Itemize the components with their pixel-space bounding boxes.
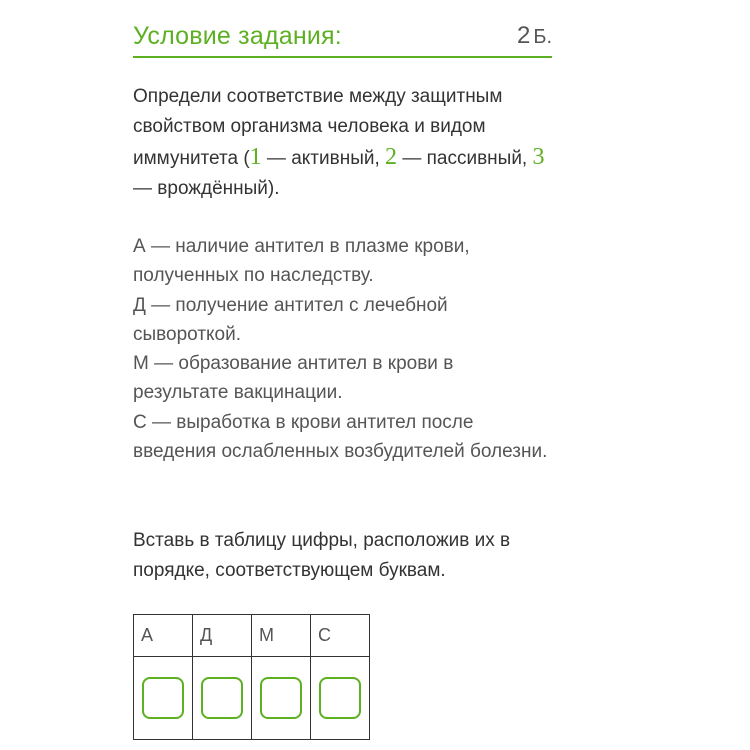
immunity-number-3: 3	[532, 144, 545, 170]
answer-cell-a	[134, 657, 193, 740]
points-value: 2	[516, 22, 531, 49]
task-points	[517, 22, 552, 50]
question-text	[133, 82, 553, 204]
task-header	[133, 16, 552, 58]
points-unit: Б.	[533, 26, 552, 48]
statement-d: Д — получение антител с лечебной сывороткой.	[133, 294, 448, 345]
instruction-text: Вставь в таблицу цифры, расположив их в порядке, соответствующем буквам.	[133, 530, 511, 581]
answer-cell-s	[311, 657, 370, 740]
answer-input-s[interactable]	[319, 677, 361, 719]
answer-input-m[interactable]	[260, 677, 302, 719]
statement-s: С — выработка в крови антител после введения ослабленных возбудителей болезни.	[133, 411, 548, 463]
answer-header-row	[134, 615, 370, 657]
answer-table	[133, 614, 370, 740]
column-header-m: М	[252, 615, 311, 657]
statements-list	[133, 232, 553, 466]
column-header-a: А	[134, 615, 193, 657]
answer-input-a[interactable]	[142, 677, 184, 719]
immunity-label-1: — активный,	[261, 148, 386, 169]
answer-input-d[interactable]	[201, 677, 243, 719]
immunity-label-2: — пассивный,	[397, 148, 533, 169]
question-part1: Определи соответствие между защитным свойством организма человека и видом иммунитета (	[133, 86, 503, 169]
statement-a: А — наличие антител в плазме крови, полученных по наследству.	[133, 236, 470, 287]
immunity-number-2: 2	[385, 144, 398, 170]
column-header-d: Д	[193, 615, 252, 657]
answer-cell-m	[252, 657, 311, 740]
column-header-s: С	[311, 615, 370, 657]
statement-m: М — образование антител в крови в результате вакцинации.	[133, 353, 454, 404]
immunity-label-3: — врождённый).	[133, 178, 280, 199]
answer-cell-d	[193, 657, 252, 740]
answer-input-row	[134, 657, 370, 740]
task-title: Условие задания:	[133, 21, 342, 50]
immunity-number-1: 1	[249, 144, 262, 170]
